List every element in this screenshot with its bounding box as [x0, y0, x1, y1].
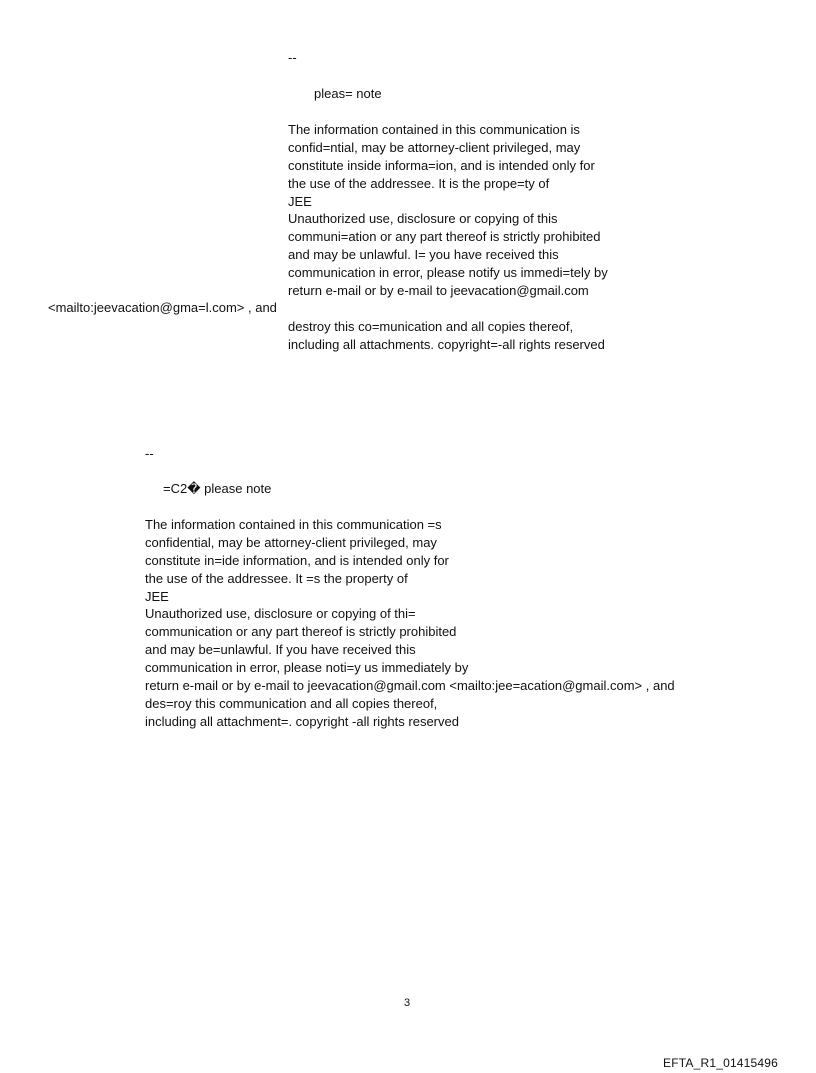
- section2-line: including all attachment=. copyright -all rights reserved: [145, 713, 459, 729]
- section1-mailto-line: <mailto:jeevacation@gma=l.com> , and: [48, 300, 277, 315]
- section1-line: JEE: [288, 193, 312, 209]
- bates-number: EFTA_R1_01415496: [663, 1056, 779, 1070]
- page-number: 3: [404, 997, 411, 1009]
- section1-tail-line: including all attachments. copyright=-all rights reserved: [288, 336, 605, 352]
- section2-line: constitute in=ide information, and is intended only for: [145, 552, 449, 568]
- section1-line: Unauthorized use, disclosure or copying of this: [288, 211, 558, 227]
- section1-line: communication in error, please notify us immedi=tely by: [288, 265, 608, 281]
- section2-separator: --: [145, 446, 154, 461]
- section1-tail-line: destroy this co=munication and all copies thereof,: [288, 319, 574, 334]
- section1-tail: [288, 318, 605, 354]
- section2-line: return e-mail or by e-mail to jeevacation@gmail.com <mailto:jee=acation@gmail.com> , and: [145, 678, 675, 694]
- section2-line: des=roy this communication and all copies thereof,: [145, 695, 438, 711]
- section1-line: return e-mail or by e-mail to jeevacation@gmail.com: [288, 283, 589, 299]
- section2-line: communication in error, please noti=y us immediately by: [145, 660, 469, 676]
- section1-line: communi=ation or any part thereof is strictly prohibited: [288, 229, 601, 245]
- section2-line: the use of the addressee. It =s the property of: [145, 570, 408, 586]
- section2-line: and may be=unlawful. If you have received this: [145, 642, 416, 658]
- section1-line: The information contained in this communication is: [288, 122, 580, 137]
- section2-line: Unauthorized use, disclosure or copying of thi=: [145, 606, 416, 622]
- section2-heading: =C2� please note: [163, 481, 272, 496]
- section1-line: the use of the addressee. It is the prope=ty of: [288, 175, 550, 191]
- section2-line: communication or any part thereof is strictly prohibited: [145, 624, 457, 640]
- section1-body: [288, 121, 608, 300]
- section1-line: confid=ntial, may be attorney-client privileged, may: [288, 139, 581, 155]
- section1-line: and may be unlawful. I= you have received this: [288, 247, 559, 263]
- section1-line: constitute inside informa=ion, and is intended only for: [288, 157, 595, 173]
- section2-line: JEE: [145, 588, 169, 604]
- section2-body: [145, 516, 675, 731]
- section1-heading: pleas= note: [314, 86, 382, 101]
- section2-line: confidential, may be attorney-client privileged, may: [145, 534, 437, 550]
- section1-separator: --: [288, 50, 297, 65]
- section2-line: The information contained in this communication =s: [145, 517, 442, 532]
